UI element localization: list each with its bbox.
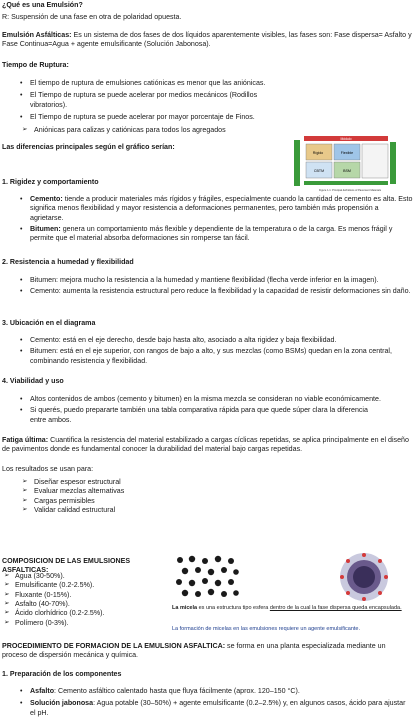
section-title: 4. Viabilidad y uso — [2, 377, 64, 385]
main-heading: ¿Qué es una Emulsión? — [2, 1, 83, 9]
list-item: • El Tiempo de ruptura se puede acelerar por mayor porcentaje de Finos. — [2, 113, 282, 122]
legend-top: Módulo — [340, 137, 352, 141]
figure-caption: Figure 1.1: Principal definitions of Pavement Materials — [319, 189, 381, 192]
cell-side — [362, 144, 388, 178]
section-3-list — [2, 336, 414, 366]
list-item: ➢ Polímero (0-3%). — [2, 619, 152, 628]
prep-title: 1. Preparación de los componentes — [2, 670, 122, 678]
list-item: • Si querés, puedo prepararte también una tabla comparativa rápida para que quede súper clara la diferencia entre ambos. — [2, 406, 382, 425]
breakup-list — [2, 79, 282, 122]
asphalt-emulsion-paragraph — [2, 31, 412, 50]
cell-label: Flexible — [340, 151, 354, 155]
list-item: • Cemento: está en el eje derecho, desde bajo hasta alto, asociado a alta rigidez y baja flexibilidad. — [2, 336, 414, 345]
cell-label: BSM — [343, 169, 351, 173]
emulsion-droplets-image — [172, 553, 242, 601]
answer-text: R: Suspensión de una fase en otra de polaridad opuesta. — [2, 13, 182, 21]
fatigue-label: Fatiga última: — [2, 436, 49, 444]
procedure-label: PROCEDIMIENTO DE FORMACION DE LA EMULSION ASFALTICA: — [2, 642, 226, 650]
list-item: • Bitumen: genera un comportamiento más flexible y dependiente de la temperatura o de la carga. Es menos frágil y permite que el material absorba deformaciones sin romperse tan fácil. — [2, 225, 414, 244]
section-title: 1. Rigidez y comportamiento — [2, 178, 99, 186]
list-item: • Cemento: aumenta la resistencia estructural pero reduce la flexibilidad y la capacidad de resistir deformaciones sin daño. — [2, 287, 414, 296]
list-item: • Asfalto: Cemento asfáltico calentado hasta que fluya fácilmente (aprox. 120–150 °C). — [2, 687, 412, 696]
chart-diff-title: Las diferencias principales según el gráfico serían: — [2, 143, 175, 151]
cell-label: Rígido — [312, 151, 324, 155]
list-item: ➢ Evaluar mezclas alternativas — [2, 487, 202, 496]
section-1-list — [2, 195, 414, 244]
cell-label: CBTM — [313, 169, 325, 173]
list-item: ➢ Fluxante (0-15%). — [2, 591, 152, 600]
micelle-link[interactable]: dentro de la cual la fase dispersa queda encapsulada. — [269, 605, 402, 611]
results-intro: Los resultados se usan para: — [2, 465, 94, 473]
composition-title: COMPOSICION DE LAS EMULSIONES ASFALTICAS: — [2, 557, 131, 575]
fatigue-text: Cuantifica la resistencia del material estabilizado a cargas cíclicas repetidas, se aplica principalmente en el diseño de pavimentos donde es fundamental conocer la durabilidad del material bajo cargas repetidas. — [2, 436, 409, 454]
list-item: • El tiempo de ruptura de emulsiones catiónicas es menor que las aniónicas. — [2, 79, 282, 88]
composition-list — [2, 572, 152, 628]
asphalt-emulsion-text: Es un sistema de dos fases de dos líquidos aparentemente visibles, las fases son: Fase dispersa= Asfalto y Fase Continua=Agua + agente emulsificante (Solución Jabonosa). — [2, 31, 412, 49]
procedure-paragraph — [2, 642, 412, 661]
section-2-list — [2, 276, 414, 297]
fatigue-paragraph — [2, 436, 412, 455]
list-item: • Bitumen: mejora mucho la resistencia a la humedad y mantiene flexibilidad (flecha verde inferior en la imagen). — [2, 276, 414, 285]
breakup-title: Tiempo de Ruptura: — [2, 61, 69, 69]
micelle-image — [336, 551, 392, 603]
list-item: ➢ Validar calidad estructural — [2, 506, 202, 515]
asphalt-emulsion-label: Emulsión Asfálticas: — [2, 31, 72, 39]
list-item: ➢ Ácido clorhídrico (0.2-2.5%). — [2, 609, 152, 618]
section-4-list — [2, 395, 382, 425]
list-item: • Cemento: tiende a producir materiales más rígidos y frágiles, especialmente cuando la cantidad de cemento es alta. Esto significa menos flexibilidad y mayor resistencia a deformaciones permanentes, pero también más propensión a agrietarse. — [2, 195, 414, 223]
list-item: ➢ Aniónicas para calizas y catiónicas para todos los agregados — [2, 126, 292, 135]
list-item: • Altos contenidos de ambos (cemento y bitumen) en la misma mezcla se consideran no viable económicamente. — [2, 395, 382, 404]
list-item: • Bitumen: está en el eje superior, con rangos de bajo a alto, y sus mezclas (como BSMs) quedan en la zona central, combinando resistencia y flexibilidad. — [2, 347, 414, 366]
list-item: ➢ Asfalto (40-70%). — [2, 600, 152, 609]
section-title: 2. Resistencia a humedad y flexibilidad — [2, 258, 134, 266]
list-item: ➢ Diseñar espesor estructural — [2, 478, 202, 487]
list-item: • Solución jabonosa: Agua potable (30–50%) + agente emulsificante (0.2–2.5%) y, en algunos casos, ácido para ajustar el pH. — [2, 699, 412, 718]
micelle-note: La formación de micelas en las emulsiones requiere un agente emulsificante. — [172, 626, 361, 632]
results-list — [2, 478, 202, 515]
list-item: ➢ Agua (30-50%). — [2, 572, 152, 581]
breakup-arrow-list — [2, 126, 292, 135]
list-item: • El Tiempo de ruptura se puede acelerar por medios mecánicos (Rodillos vibratorios). — [2, 91, 282, 110]
list-item: ➢ Cargas permisibles — [2, 497, 202, 506]
section-title: 3. Ubicación en el diagrama — [2, 319, 96, 327]
procedure-text: se forma en una planta especializada mediante un proceso de dispersión mecánica y química. — [2, 642, 386, 660]
micelle-caption: La micela es una estructura tipo esfera dentro de la cual la fase dispersa queda encapsulada. — [172, 605, 402, 611]
list-item: ➢ Emulsificante (0.2-2.5%). — [2, 581, 152, 590]
prep-list — [2, 687, 412, 718]
